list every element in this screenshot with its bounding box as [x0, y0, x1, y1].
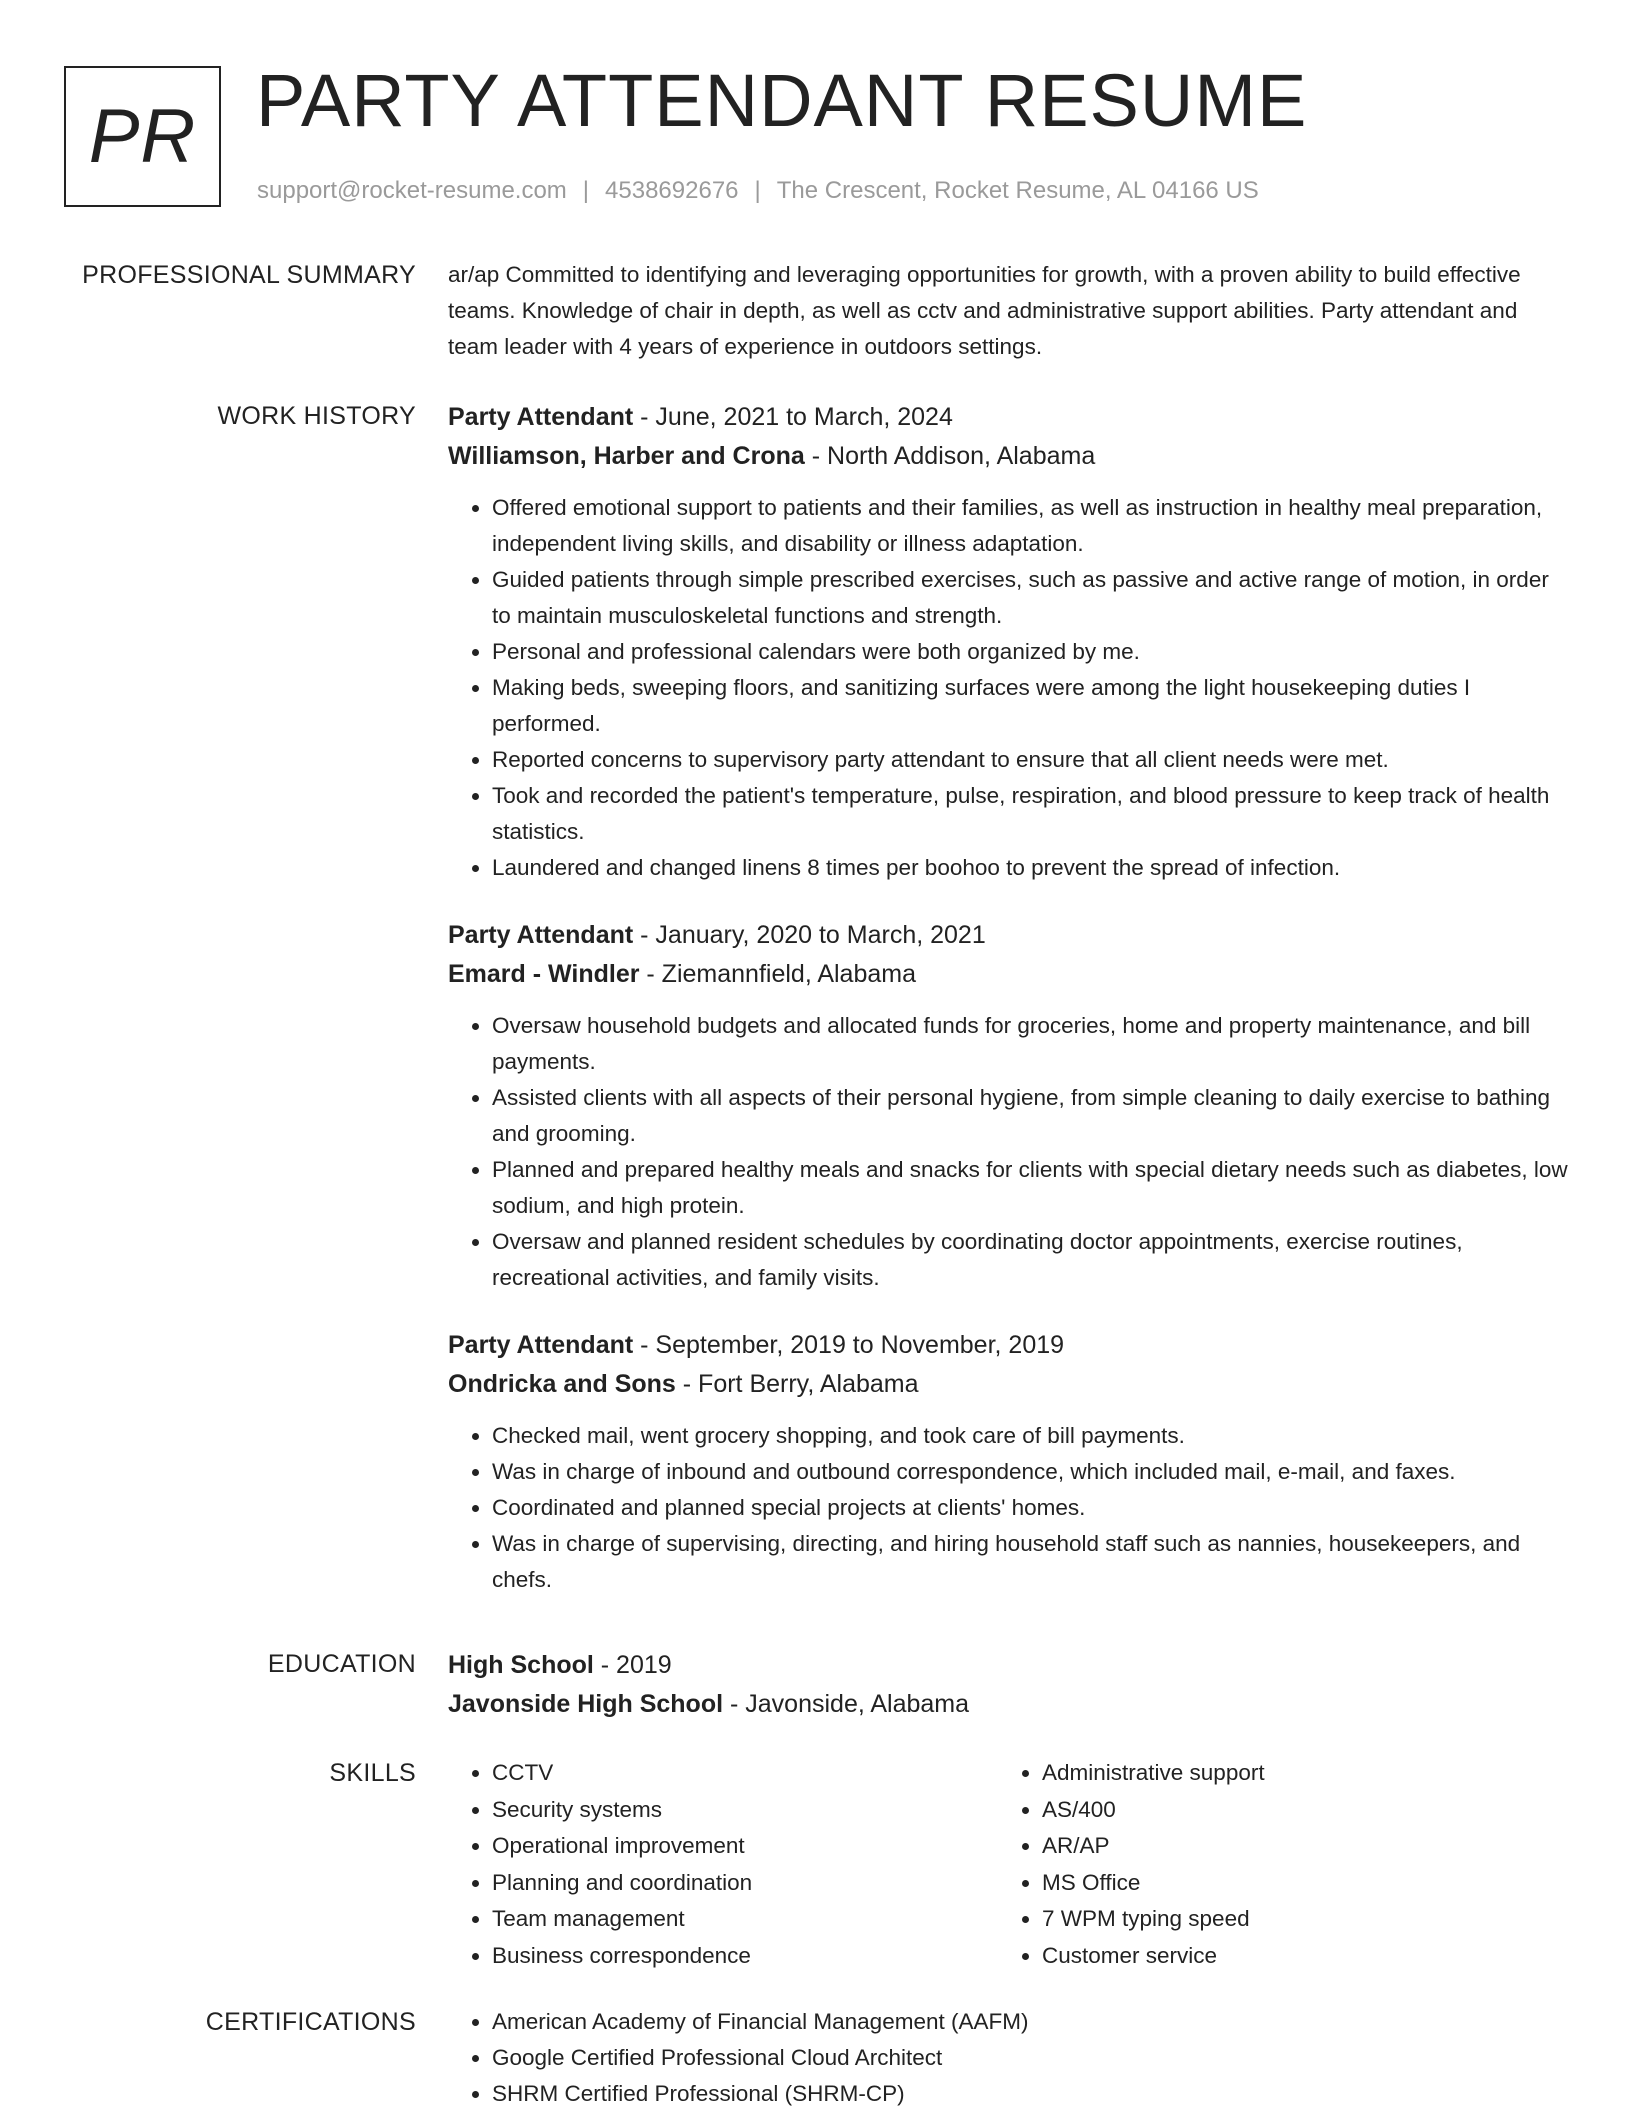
job-bullets	[448, 490, 1568, 886]
contact-separator: |	[582, 177, 590, 204]
education-school-line	[448, 1685, 1568, 1724]
job-bullet: • Assisted clients with all aspects of their personal hygiene, from simple cleaning to daily exercise to bathing and grooming.	[492, 1080, 1568, 1152]
skill-item: • Business correspondence	[492, 1938, 998, 1975]
job-dates: - September, 2019 to November, 2019	[633, 1331, 1065, 1359]
skill-item: • 7 WPM typing speed	[1042, 1901, 1548, 1938]
job-bullet: • Reported concerns to supervisory party attendant to ensure that all client needs were met.	[492, 742, 1568, 778]
education-body	[448, 1646, 1568, 1724]
job-bullet: • Coordinated and planned special projects at clients' homes.	[492, 1490, 1568, 1526]
certification-item: • SHRM Certified Professional (SHRM-CP)	[492, 2076, 1568, 2112]
job-company: Williamson, Harber and Crona	[448, 442, 805, 470]
job-bullet: • Oversaw and planned resident schedules by coordinating doctor appointments, exercise routines, recreational activities, and family visits.	[492, 1224, 1568, 1296]
contact-line	[257, 174, 1259, 208]
monogram-logo: PR	[64, 66, 221, 207]
skills-column-right	[998, 1755, 1548, 1974]
summary-body	[448, 257, 1568, 365]
job-location: - Ziemannfield, Alabama	[639, 960, 916, 988]
job-bullet: • Planned and prepared healthy meals and snacks for clients with special dietary needs such as diabetes, low sodium, and high protein.	[492, 1152, 1568, 1224]
job-bullet: • Laundered and changed linens 8 times per boohoo to prevent the spread of infection.	[492, 850, 1568, 886]
section-label-education: EDUCATION	[267, 1650, 416, 1678]
contact-phone[interactable]: 4538692676	[605, 177, 739, 204]
job-location: - Fort Berry, Alabama	[675, 1370, 919, 1398]
skill-item: • Customer service	[1042, 1938, 1548, 1975]
section-label-certifications: CERTIFICATIONS	[205, 2008, 416, 2036]
job-bullet: • Oversaw household budgets and allocated funds for groceries, home and property maintenance, and bill payments.	[492, 1008, 1568, 1080]
contact-email[interactable]: support@rocket-resume.com	[257, 177, 567, 204]
job-company: Ondricka and Sons	[448, 1370, 676, 1398]
job-dates: - June, 2021 to March, 2024	[633, 403, 953, 431]
summary-text: ar/ap Committed to identifying and leveraging opportunities for growth, with a proven ability to build effective teams. Knowledge of chair in depth, as well as cctv and administrative support abilities. Party attendant and team leader with 4 years of experience in outdoors settings.	[448, 262, 1521, 359]
job-title-line	[448, 916, 1568, 955]
skill-item: • MS Office	[1042, 1865, 1548, 1902]
job-title: Party Attendant	[448, 921, 634, 949]
work-history-body	[448, 398, 1568, 1628]
certifications-body	[448, 2004, 1568, 2112]
job-title-line	[448, 1326, 1568, 1365]
contact-separator: |	[754, 177, 761, 204]
certification-item: • American Academy of Financial Management (AAFM)	[492, 2004, 1568, 2040]
skills-grid	[448, 1755, 1568, 1974]
job-entry	[448, 398, 1568, 886]
job-entry	[448, 916, 1568, 1296]
certification-item: • Google Certified Professional Cloud Architect	[492, 2040, 1568, 2076]
skill-item: • Operational improvement	[492, 1828, 998, 1865]
resume-title: PARTY ATTENDANT RESUME	[256, 59, 1308, 142]
job-bullet: • Was in charge of supervising, directing, and hiring household staff such as nannies, housekeepers, and chefs.	[492, 1526, 1568, 1598]
section-label-summary: PROFESSIONAL SUMMARY	[82, 261, 416, 289]
job-company-line	[448, 1365, 1568, 1404]
job-bullet: • Offered emotional support to patients and their families, as well as instruction in healthy meal preparation, independent living skills, and disability or illness adaptation.	[492, 490, 1568, 562]
job-company: Emard - Windler	[448, 960, 640, 988]
education-school: Javonside High School	[448, 1690, 724, 1718]
job-bullet: • Personal and professional calendars were both organized by me.	[492, 634, 1568, 670]
job-bullet: • Took and recorded the patient's temperature, pulse, respiration, and blood pressure to keep track of health statistics.	[492, 778, 1568, 850]
job-title: Party Attendant	[448, 1331, 634, 1359]
job-title-line	[448, 398, 1568, 437]
skill-item: • Team management	[492, 1901, 998, 1938]
education-location: - Javonside, Alabama	[723, 1690, 970, 1718]
job-dates: - January, 2020 to March, 2021	[633, 921, 986, 949]
certification-list	[448, 2004, 1568, 2112]
section-label-skills: SKILLS	[329, 1759, 416, 1787]
job-company-line	[448, 955, 1568, 994]
skill-item: • Security systems	[492, 1792, 998, 1829]
skills-column-left	[448, 1755, 998, 1974]
education-degree-line	[448, 1646, 1568, 1685]
job-entry	[448, 1326, 1568, 1598]
job-bullets	[448, 1418, 1568, 1598]
job-bullet: • Checked mail, went grocery shopping, and took care of bill payments.	[492, 1418, 1568, 1454]
job-bullet: • Guided patients through simple prescribed exercises, such as passive and active range of motion, in order to maintain musculoskeletal functions and strength.	[492, 562, 1568, 634]
job-title: Party Attendant	[448, 403, 634, 431]
job-bullet: • Making beds, sweeping floors, and sanitizing surfaces were among the light housekeeping duties I performed.	[492, 670, 1568, 742]
skill-item: • AR/AP	[1042, 1828, 1548, 1865]
education-degree: High School	[448, 1651, 594, 1679]
job-location: - North Addison, Alabama	[804, 442, 1096, 470]
section-label-work-history: WORK HISTORY	[217, 402, 416, 430]
skills-body	[448, 1755, 1568, 1974]
education-year: - 2019	[593, 1651, 672, 1679]
contact-address: The Crescent, Rocket Resume, AL 04166 US	[776, 177, 1259, 204]
skill-item: • AS/400	[1042, 1792, 1548, 1829]
job-bullets	[448, 1008, 1568, 1296]
skill-item: • Administrative support	[1042, 1755, 1548, 1792]
job-bullet: • Was in charge of inbound and outbound correspondence, which included mail, e-mail, and faxes.	[492, 1454, 1568, 1490]
skill-item: • Planning and coordination	[492, 1865, 998, 1902]
job-company-line	[448, 437, 1568, 476]
skill-item: • CCTV	[492, 1755, 998, 1792]
